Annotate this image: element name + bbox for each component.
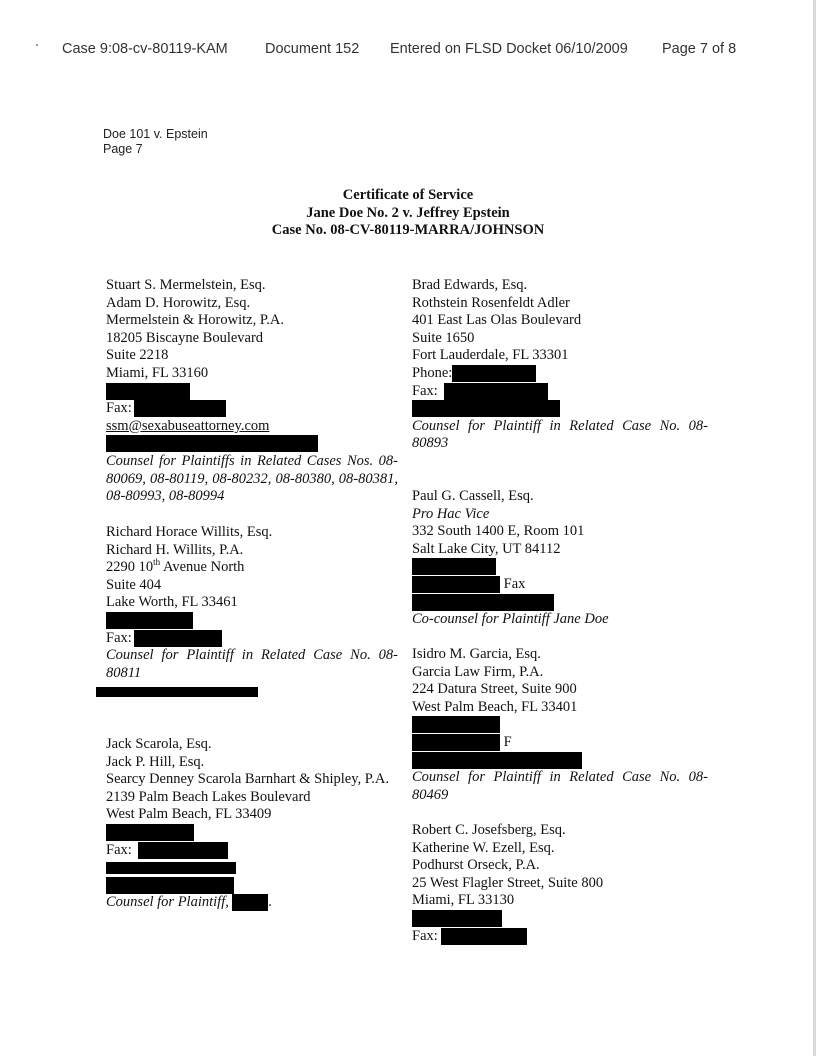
counsel-designation: Counsel for Plaintiff in Related Case No. 08-80469: [412, 769, 708, 803]
redaction: [134, 630, 222, 647]
redaction: [412, 752, 582, 769]
phone-line: Phone:: [412, 365, 708, 383]
redaction: [412, 716, 500, 733]
counsel-designation: Counsel for Plaintiff in Related Case No. 08-80811: [106, 647, 398, 681]
firm-name: Garcia Law Firm, P.A.: [412, 663, 544, 680]
counsel-designation: Counsel for Plaintiff in Related Case No. 08-80893: [412, 417, 708, 452]
address-line: Suite 404: [106, 576, 162, 593]
redaction: [106, 862, 236, 874]
redaction: [412, 734, 500, 751]
redaction: [96, 687, 258, 697]
redaction: [412, 576, 500, 593]
redaction: [412, 400, 560, 417]
redacted-line: [412, 752, 708, 770]
attorney-name: Richard Horace Willits, Esq.: [106, 524, 273, 540]
phone-line: [412, 910, 708, 928]
address-line: 2290 10th Avenue North: [106, 557, 245, 576]
address-line: Lake Worth, FL 33461: [106, 594, 238, 611]
redaction: [138, 842, 228, 859]
title-line-1: Certificate of Service: [342, 187, 474, 203]
redaction: [106, 435, 318, 452]
firm-name: Richard H. Willits, P.A.: [106, 541, 244, 558]
redaction: [452, 365, 536, 382]
docket-document-number: Document 152: [265, 41, 360, 57]
address-line: 18205 Biscayne Boulevard: [106, 329, 264, 346]
attorney-name: Stuart S. Mermelstein, Esq.: [106, 277, 266, 293]
redacted-line: [106, 877, 398, 895]
docket-case-number: Case 9:08-cv-80119-KAM: [62, 41, 228, 57]
counsel-designation: Counsel for Plaintiffs in Related Cases Nos. 08-80069, 08-80119, 08-80232, 08-80380, 08-80381, 08-80993, 08-80994: [106, 452, 398, 505]
redaction: [232, 894, 268, 911]
attorney-name: Jack Scarola, Esq.: [106, 736, 212, 752]
address-line: Suite 1650: [412, 329, 475, 346]
phone-line: [106, 612, 398, 630]
redacted-line: [412, 594, 708, 612]
redacted-line: [412, 716, 708, 734]
address-line: Miami, FL 33130: [412, 892, 515, 909]
redaction: [106, 824, 194, 841]
fax-line: Fax:: [106, 630, 398, 648]
attorney-name: Katherine W. Ezell, Esq.: [412, 839, 555, 856]
address-line: 401 East Las Olas Boulevard: [412, 312, 582, 329]
fax-line: Fax:: [412, 928, 708, 946]
address-line: 2139 Palm Beach Lakes Boulevard: [106, 788, 311, 805]
redacted-line: [106, 435, 398, 453]
attorney-name: Adam D. Horowitz, Esq.: [106, 294, 251, 311]
address-line: 332 South 1400 E, Room 101: [412, 523, 585, 540]
fax-line: Fax:: [106, 842, 398, 860]
firm-name: Podhurst Orseck, P.A.: [412, 857, 540, 874]
pro-hac-vice: Pro Hac Vice: [412, 505, 490, 522]
scan-mark: [36, 44, 38, 46]
service-entry-mermelstein: [106, 277, 398, 506]
address-line: Suite 2218: [106, 347, 169, 364]
address-line: 25 West Flagler Street, Suite 800: [412, 874, 604, 891]
redaction: [412, 594, 554, 611]
certificate-title: [0, 187, 816, 240]
fax-line: Fax: [412, 576, 708, 594]
docket-entered: Entered on FLSD Docket 06/10/2009: [390, 41, 628, 57]
email-line: [106, 859, 398, 877]
title-line-3: Case No. 08-CV-80119-MARRA/JOHNSON: [271, 222, 545, 239]
redacted-line: [412, 400, 708, 418]
running-head: [103, 127, 208, 157]
address-line: West Palm Beach, FL 33401: [412, 698, 578, 715]
redaction: [106, 877, 234, 894]
running-head-case: Doe 101 v. Epstein: [103, 127, 208, 141]
service-entry-scarola: [106, 736, 398, 912]
service-entry-josefsberg: [412, 822, 708, 945]
service-entry-willits: [106, 524, 398, 682]
fax-line: F: [412, 734, 708, 752]
redaction: [134, 400, 226, 417]
phone-line: [106, 383, 398, 401]
redaction: [441, 928, 527, 945]
attorney-name: Isidro M. Garcia, Esq.: [412, 646, 541, 662]
attorney-name: Paul G. Cassell, Esq.: [412, 488, 534, 504]
fax-line: Fax:: [106, 400, 398, 418]
redacted-line: [412, 558, 708, 576]
attorney-name: Brad Edwards, Esq.: [412, 277, 528, 293]
redaction: [444, 383, 548, 400]
redaction: [106, 612, 193, 629]
redaction: [106, 383, 190, 400]
address-line: Fort Lauderdale, FL 33301: [412, 347, 569, 364]
counsel-designation: Counsel for Plaintiff, .: [106, 894, 273, 911]
redaction: [412, 558, 496, 575]
docket-page: Page 7 of 8: [662, 41, 737, 57]
redaction: [412, 910, 502, 927]
address-line: Salt Lake City, UT 84112: [412, 540, 561, 557]
service-entry-garcia: [412, 646, 708, 804]
address-line: 224 Datura Street, Suite 900: [412, 681, 577, 698]
attorney-name: Jack P. Hill, Esq.: [106, 753, 205, 770]
firm-name: Rothstein Rosenfeldt Adler: [412, 294, 570, 311]
counsel-designation: Co-counsel for Plaintiff Jane Doe: [412, 611, 609, 628]
attorney-name: Robert C. Josefsberg, Esq.: [412, 822, 566, 838]
firm-name: Mermelstein & Horowitz, P.A.: [106, 312, 285, 329]
service-entry-edwards: [412, 277, 708, 453]
service-entry-cassell: [412, 488, 708, 629]
address-line: Miami, FL 33160: [106, 364, 209, 381]
address-line: West Palm Beach, FL 33409: [106, 806, 272, 823]
title-line-2: Jane Doe No. 2 v. Jeffrey Epstein: [306, 204, 510, 221]
fax-line: Fax:: [412, 383, 708, 401]
email-line: ssm@sexabuseattorney.com: [106, 417, 270, 434]
firm-name: Searcy Denney Scarola Barnhart & Shipley, P.A.: [106, 771, 389, 788]
running-head-page: Page 7: [103, 142, 143, 156]
phone-line: [106, 824, 398, 842]
